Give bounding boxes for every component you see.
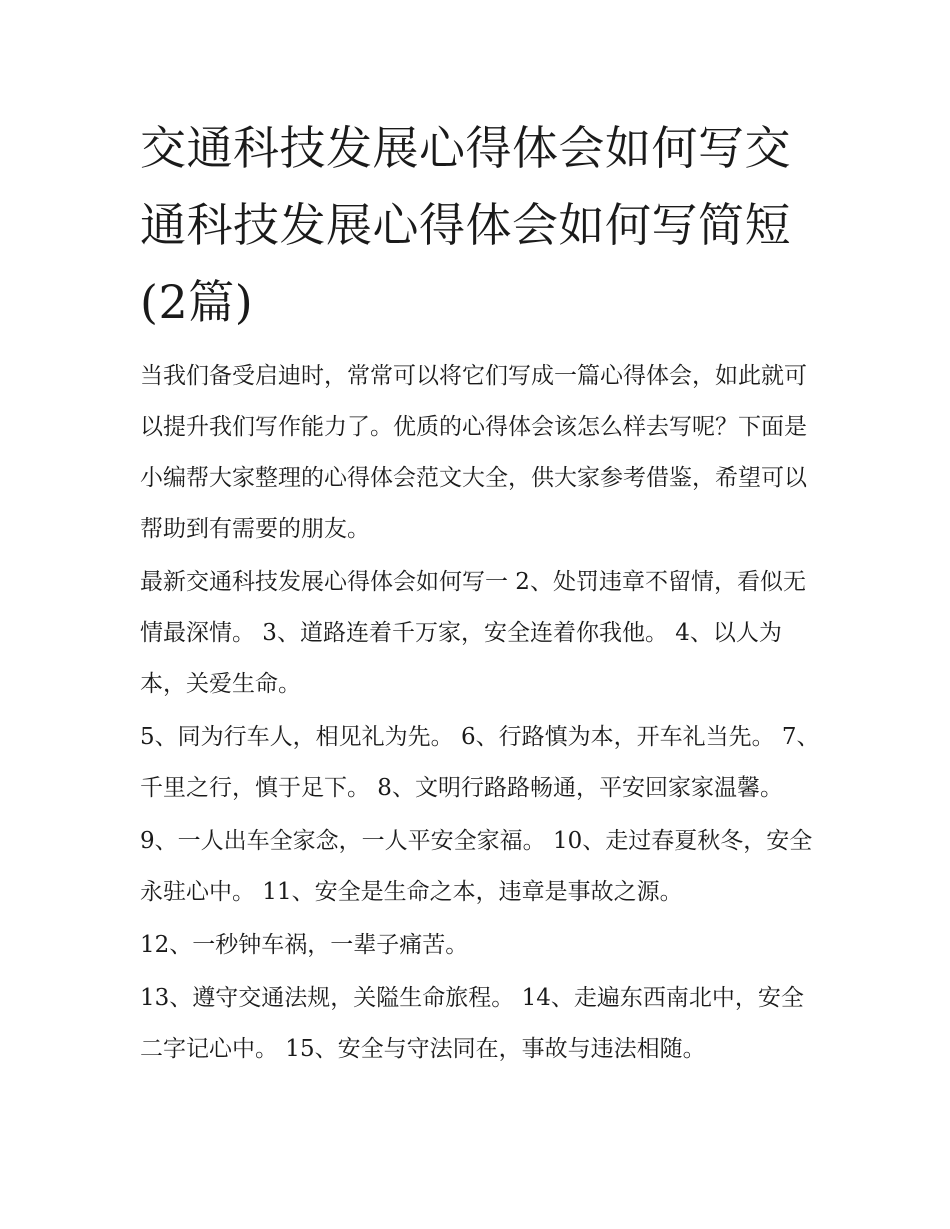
paragraph-slogans-2-4: 最新交通科技发展心得体会如何写一 2、处罚违章不留情，看似无情最深情。 3、道路连着千万家，安全连着你我他。 4、以人为本，关爱生命。 <box>140 569 806 697</box>
paragraph-intro: 当我们备受启迪时，常常可以将它们写成一篇心得体会，如此就可以提升我们写作能力了。优质的心得体会该怎么样去写呢？下面是小编帮大家整理的心得体会范文大全，供大家参考借鉴，希望可以帮助到有需要的朋友。 <box>140 363 807 542</box>
paragraph-slogans-5-8: 5、同为行车人，相见礼为先。 6、行路慎为本，开车礼当先。 7、千里之行，慎于足下。 8、文明行路路畅通，平安回家家温馨。 <box>140 724 820 801</box>
paragraph-slogans-13-15: 13、遵守交通法规，关隘生命旅程。 14、走遍东西南北中，安全二字记心中。 15、安全与守法同在，事故与违法相随。 <box>140 985 804 1062</box>
document-title: 交通科技发展心得体会如何写交通科技发展心得体会如何写简短(2篇) <box>140 121 791 329</box>
paragraph-slogan-12: 12、一秒钟车祸，一辈子痛苦。 <box>140 932 469 958</box>
document-page <box>140 110 820 1077</box>
paragraph-slogans-9-11: 9、一人出车全家念，一人平安全家福。 10、走过春夏秋冬，安全永驻心中。 11、安全是生命之本，违章是事故之源。 <box>140 828 813 905</box>
